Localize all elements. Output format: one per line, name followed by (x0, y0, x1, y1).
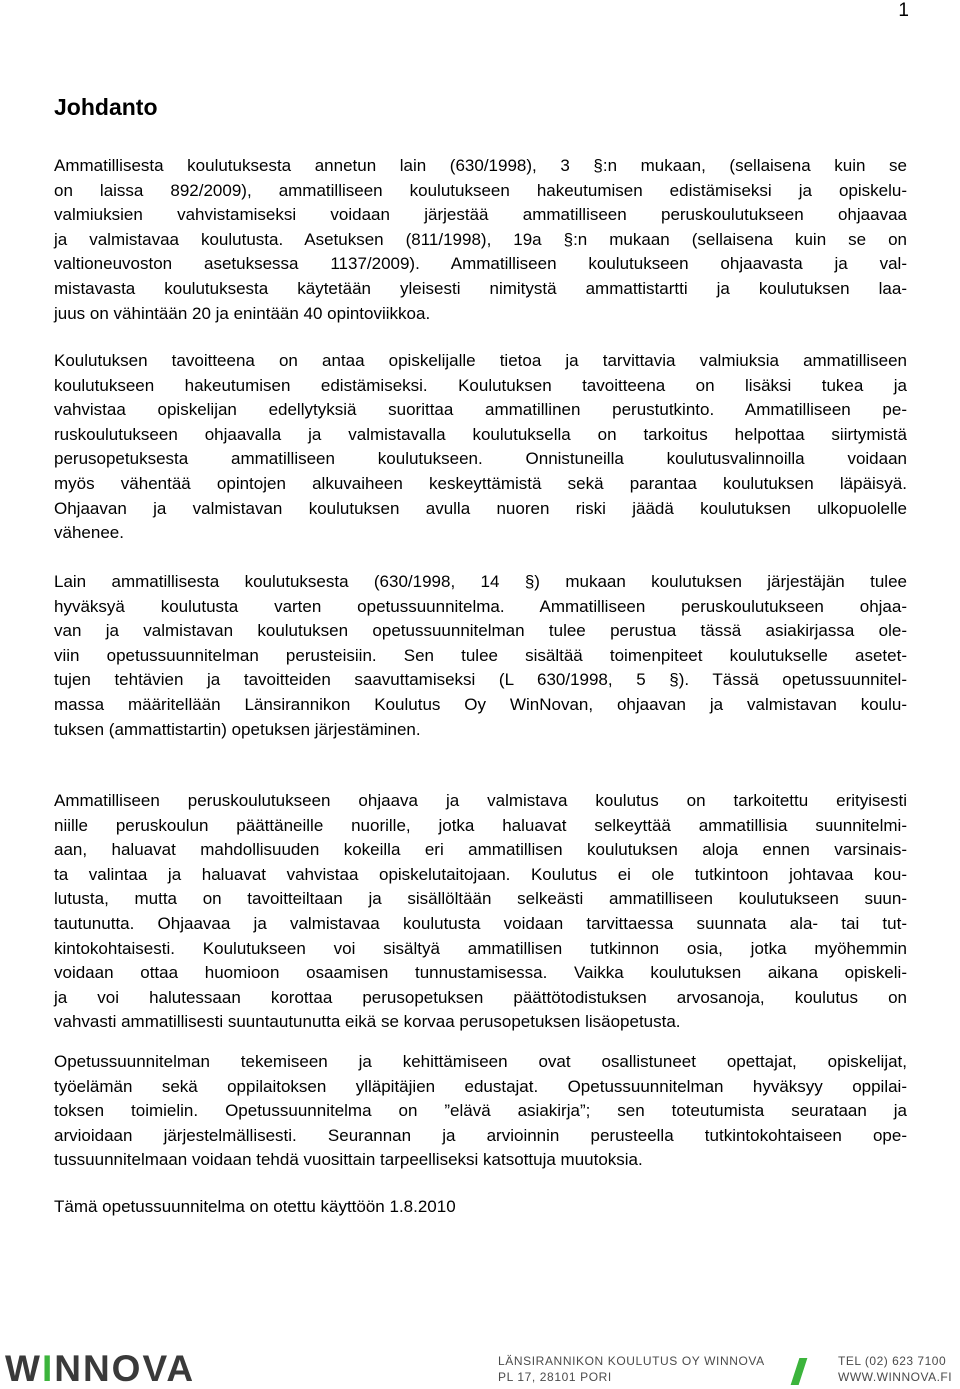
text-line: tujen tehtävien ja tavoitteiden saavuttamiseksi (L 630/1998, 5 §). Tässä opetussuunnitel- (54, 670, 907, 690)
company-address (498, 1353, 765, 1385)
text-line: ta valintaa ja haluavat vahvistaa opiskelutaitojaan. Koulutus ei ole tutkintoon johtavaa kou- (54, 864, 907, 884)
text-line: niille peruskoulun päättäneille nuorille, jotka haluavat selkeyttää ammatillisia suunnitelmi- (54, 815, 907, 835)
text-line: kintokohtaisesti. Koulutukseen voi sisältyä ammatillisen tutkinnon osia, jotka myöhemmin (54, 938, 907, 958)
section-heading: Johdanto (54, 94, 158, 120)
text-line: mistavasta koulutuksesta käytetään yleisesti nimitystä ammattistartti ja koulutuksen laa- (54, 278, 907, 298)
text-line: perusopetuksesta ammatilliseen koulutukseen. Onnistuneilla koulutusvalinnoilla voidaan (54, 449, 907, 469)
website-url: WWW.WINNOVA.FI (838, 1370, 953, 1384)
text-line: Opetussuunnitelman tekemiseen ja kehittämiseen ovat osallistuneet opettajat, opiskelijat, (54, 1052, 907, 1071)
company-name: LÄNSIRANNIKON KOULUTUS OY WINNOVA (498, 1354, 765, 1368)
text-line: lutusta, mutta on tavoitteiltaan ja sisällöltään selkeästi ammatilliseen koulutukseen suun- (54, 889, 907, 909)
text-line: valmiuksien vahvistamiseksi voidaan järjestää ammatilliseen peruskoulutukseen ohjaavaa (54, 205, 907, 225)
text-line: arvioidaan järjestelmällisesti. Seurannan ja arvioinnin perusteella tutkintokohtaiseen ope- (54, 1125, 907, 1145)
text-line: Ammatilliseen peruskoulutukseen ohjaava ja valmistava koulutus on tarkoitettu erityisesti (54, 791, 907, 810)
text-line: ja voi halutessaan korottaa perusopetuksen päättötodistuksen arvosanoja, koulutus on (54, 987, 907, 1007)
text-line: viin opetussuunnitelman perusteisiin. Sen tulee sisältää toimenpiteet koulutukselle asetet- (54, 645, 907, 665)
text-line: massa määritellään Länsirannikon Koulutus Oy WinNovan, ohjaavan ja valmistavan koulu- (54, 694, 907, 714)
text-line: tuksen (ammattistartin) opetuksen järjestäminen. (54, 719, 421, 739)
text-line: Tämä opetussuunnitelma on otettu käyttöön 1.8.2010 (54, 1197, 456, 1216)
phone-number: TEL (02) 623 7100 (838, 1354, 947, 1368)
logo-prefix: W (5, 1348, 42, 1389)
winnova-logo (5, 1348, 196, 1389)
text-line: hyväksyä koulutusta varten opetussuunnitelma. Ammatilliseen peruskoulutukseen ohjaa- (54, 596, 907, 616)
logo-suffix: NNOVA (54, 1348, 196, 1389)
paragraph-curriculum-requirement (54, 570, 907, 742)
text-line: vähenee. (54, 523, 124, 543)
text-line: koulutukseen hakeutumisen edistämiseksi. Koulutuksen tavoitteena on lisäksi tukea ja (54, 375, 907, 395)
text-line: van ja valmistavan koulutuksen opetussuunnitelman tulee perustua tässä asiakirjassa ole- (54, 621, 907, 641)
text-line: tautunutta. Ohjaavaa ja valmistavaa koulutusta voidaan tarvittaessa suunnata ala- tai tut- (54, 913, 907, 933)
text-line: vahvistaa opiskelijan edellytyksiä suorittaa ammatillinen perustutkinto. Ammatilliseen pe- (54, 400, 907, 420)
text-line: Lain ammatillisesta koulutuksesta (630/1998, 14 §) mukaan koulutuksen järjestäjän tulee (54, 572, 907, 591)
page-number: 1 (898, 0, 909, 21)
text-line: juus on vähintään 20 ja enintään 40 opintoviikkoa. (54, 303, 431, 323)
text-line: Ammatillisesta koulutuksesta annetun lain (630/1998), 3 §:n mukaan, (sellaisena kuin se (54, 156, 907, 175)
text-line: tussuunnitelmaan voidaan tehdä vuosittain tarpeelliseksi katsottuja muutoksia. (54, 1150, 643, 1170)
text-line: aan, haluavat mahdollisuuden kokeilla eri ammatillisen koulutuksen aloja ennen varsinais- (54, 840, 907, 860)
text-line: voidaan ottaa huomioon osaamisen tunnustamisessa. Vaikka koulutuksen aikana opiskeli- (54, 963, 907, 983)
text-line: toksen toimielin. Opetussuunnitelma on ”elävä asiakirja”; sen toteutumista seurataan ja (54, 1101, 907, 1121)
paragraph-effective-date (54, 1195, 907, 1220)
text-line: valtioneuvoston asetuksessa 1137/2009). Ammatilliseen koulutukseen ohjaavasta ja val- (54, 254, 907, 274)
text-line: Koulutuksen tavoitteena on antaa opiskelijalle tietoa ja tarvittavia valmiuksia ammatilliseen (54, 351, 907, 370)
text-line: on laissa 892/2009), ammatilliseen koulutukseen hakeutumisen edistämiseksi ja opiskelu- (54, 180, 907, 200)
page-footer (0, 1348, 960, 1389)
postal-address: PL 17, 28101 PORI (498, 1370, 612, 1384)
text-line: ja valmistavaa koulutusta. Asetuksen (811/1998), 19a §:n mukaan (sellaisena kuin se on (54, 229, 907, 249)
paragraph-target-group (54, 789, 907, 1035)
paragraph-development (54, 1050, 907, 1173)
text-line: vahvasti ammatillisesti suuntautunutta eikä se korvaa perusopetuksen lisäopetusta. (54, 1012, 681, 1032)
text-line: myös vähentää opintojen alkuvaiheen keskeyttämistä sekä parantaa koulutuksen läpäisyä. (54, 473, 907, 493)
contact-details (838, 1353, 952, 1385)
text-line: Ohjaavan ja valmistavan koulutuksen avulla nuoren riski jäädä koulutuksen ulkopuolelle (54, 498, 907, 518)
text-line: ruskoulutukseen ohjaavalla ja valmistavalla koulutuksella on tarkoitus helpottaa siirtymistä (54, 424, 907, 444)
logo-mark: I (41, 1348, 55, 1389)
paragraph-legal-basis (54, 154, 907, 326)
text-line: työelämän sekä oppilaitoksen ylläpitäjien edustajat. Opetussuunnitelman hyväksyy oppilai- (54, 1076, 907, 1096)
paragraph-goals (54, 349, 907, 546)
slash-divider (791, 1358, 808, 1385)
